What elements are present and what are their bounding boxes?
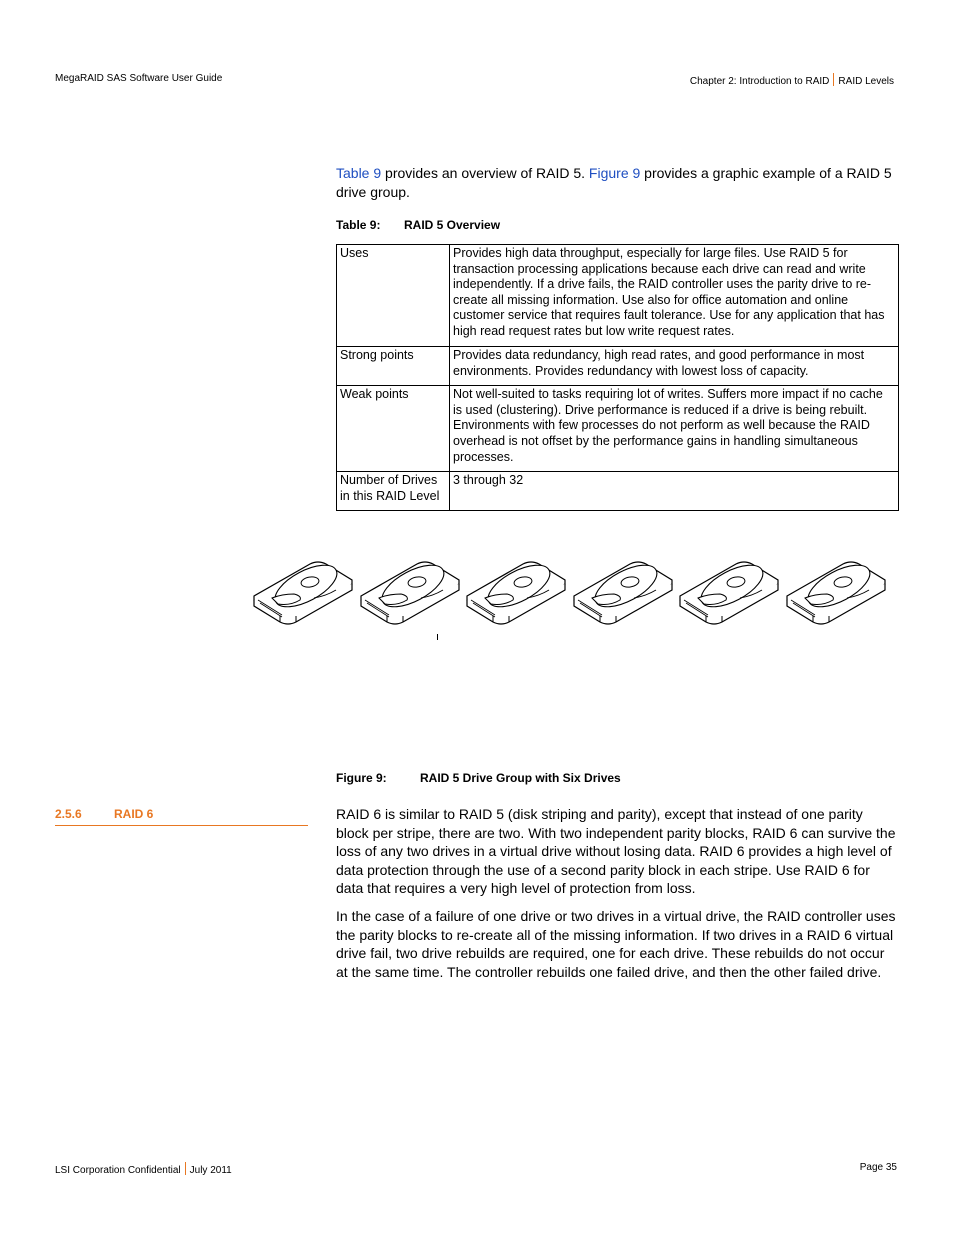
intro-text-2: provides a graphic example of a RAID 5 drive group.: [336, 165, 892, 200]
hard-drive-icon: [254, 557, 352, 624]
hard-drive-icon: [787, 557, 885, 624]
body-paragraph-1: RAID 6 is similar to RAID 5 (disk striping and parity), except that instead of one parity block per stripe, there are two. With two independent parity blocks, RAID 6 can survive the loss of any two drives in a virtual drive without losing data. RAID 6 provides a high level of data protection through the use of a second parity block in each stripe. Use RAID 6 for data that requires a very high level of protection from loss.: [336, 806, 896, 897]
footer-company: LSI Corporation Confidential: [55, 1165, 181, 1176]
header-doc-title: MegaRAID SAS Software User Guide: [55, 73, 223, 84]
header-chapter-text: Chapter 2: Introduction to RAID: [689, 76, 830, 87]
row-label: Number of Drives in this RAID Level: [337, 472, 450, 511]
row-value: Provides high data throughput, especially for large files. Use RAID 5 for transaction processing applications because each drive can read and write independently. If a drive fails, the RAID controller uses the parity drive to re-create all missing information. Use also for office automation and online customer service that requires fault tolerance. Use for any application that has high read request rates but low write request rates.: [450, 245, 899, 347]
row-label: Strong points: [337, 347, 450, 386]
header-section-text: RAID Levels: [838, 76, 894, 87]
table-caption-title: RAID 5 Overview: [404, 218, 501, 232]
body-paragraph-2: In the case of a failure of one drive or two drives in a virtual drive, the RAID controller uses the parity blocks to re-create all of the missing information. If two drives in a RAID 6 virtual drive fail, two drive rebuilds are required, one for each drive. These rebuilds do not occur at the same time. The controller rebuilds one failed drive, and then the other failed drive.: [336, 908, 896, 980]
row-value: Provides data redundancy, high read rates, and good performance in most environments. Provides redundancy with lowest loss of capacity.: [450, 347, 899, 386]
section-title: RAID 6: [114, 807, 154, 821]
section-heading: [55, 807, 308, 826]
row-value: 3 through 32: [450, 472, 899, 511]
figure-caption-title: RAID 5 Drive Group with Six Drives: [420, 771, 621, 785]
figure-caption-number: Figure 9:: [336, 771, 387, 785]
figure-9-link[interactable]: Figure 9: [588, 165, 641, 181]
table-row: [337, 472, 899, 511]
header-separator: [833, 73, 834, 86]
drive-group-illustration: [252, 556, 892, 646]
hard-drive-icon: [680, 557, 778, 624]
table-9-link[interactable]: Table 9: [336, 165, 382, 181]
intro-text-1: provides an overview of RAID 5.: [381, 165, 589, 181]
raid5-overview-table: [336, 244, 899, 511]
hard-drive-icon: [361, 557, 459, 624]
row-value: Not well-suited to tasks requiring lot of writes. Suffers more impact if no cache is used (clustering). Drive performance is reduced if a drive is being rebuilt. Environments with few processes do not perform as well because the RAID overhead is not offset by the performance gains in handling simultaneous processes.: [450, 386, 899, 472]
figure-tick-mark: [437, 634, 438, 640]
section-number: 2.5.6: [55, 807, 82, 821]
figure-caption: [336, 771, 621, 785]
table-caption-number: Table 9:: [336, 218, 381, 232]
footer-date: July 2011: [189, 1165, 232, 1176]
table-row: [337, 386, 899, 472]
row-label: Uses: [337, 245, 450, 347]
row-label: Weak points: [337, 386, 450, 472]
footer-left: [55, 1162, 232, 1176]
table-row: [337, 245, 899, 347]
table-row: [337, 347, 899, 386]
page-number: Page 35: [859, 1162, 897, 1173]
footer-separator: [185, 1162, 186, 1175]
intro-paragraph: [336, 164, 898, 202]
header-chapter: [690, 73, 894, 87]
hard-drive-icon: [574, 557, 672, 624]
hard-drive-icon: [467, 557, 565, 624]
table-caption: [336, 218, 500, 232]
